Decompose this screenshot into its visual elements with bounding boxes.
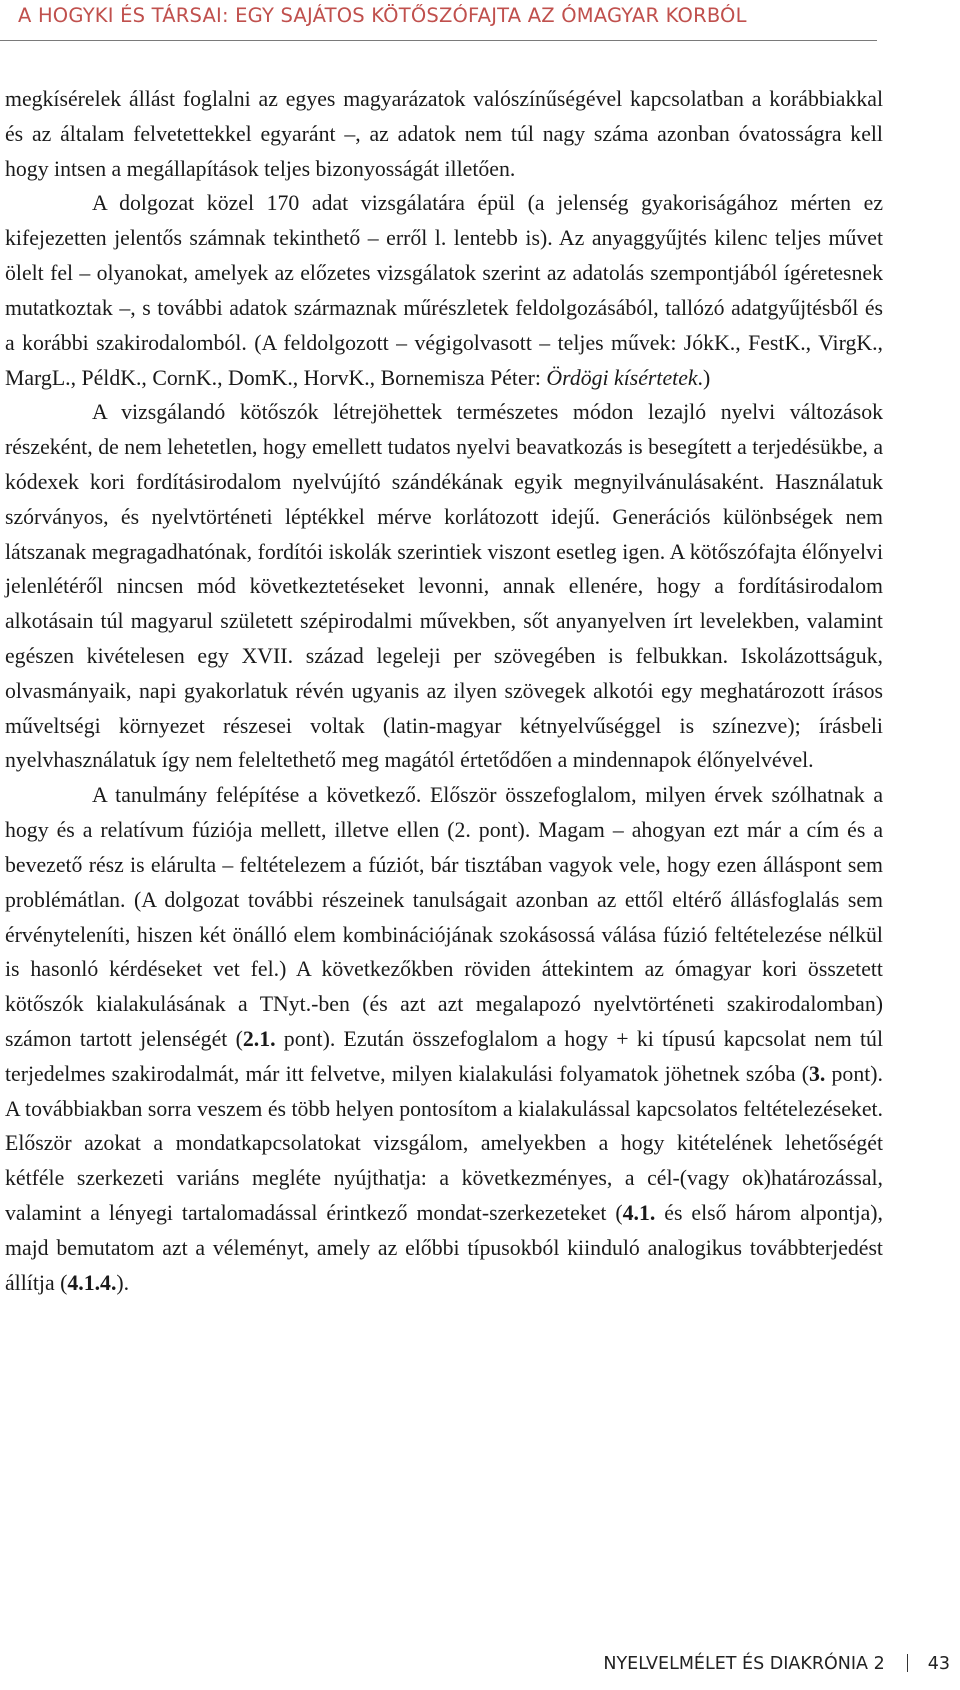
paragraph-2-end: .) — [697, 365, 711, 390]
section-ref: 4.1. — [622, 1201, 656, 1225]
paragraph-4-text-e: ). — [116, 1270, 130, 1295]
paragraph-4-text-b: pont). Ezután összefoglalom a hogy + ki típusú kapcsolat nem túl terjedelmes szakirodalmát, már itt felvetve, milyen kialakulási folyamatok jöhetnek szóba ( — [5, 1026, 883, 1086]
footer-divider — [907, 1654, 908, 1672]
paragraph-4-text-a: A tanulmány felépítése a következő. Először összefoglalom, milyen érvek szólhatnak a hogy és a relatívum fúziója mellett, illetve ellen (2. pont). Magam – ahogyan ezt már a cím és a bevezető rész is elárulta – feltételezem a fúziót, bár tisztában vagyok vele, hogy ezen álláspont sem problémátlan. (A dolgozat további részeinek tanulságait azonban az ettől eltérő állásfoglalás sem érvényteleníti, hiszen két önálló elem kombinációjának szokásossá válása fúzió feltételezése nélkül is hasonló kérdéseket vet fel.) A következőkben röviden áttekintem az ómagyar kori összetett kötőszók kialakulásának a TNyt.-ben (és azt azt megalapozó nyelvtörténeti szakirodalomban) számon tartott jelenségét ( — [5, 783, 883, 1051]
paragraph-4-text-c: pont). A továbbiakban sorra veszem és több helyen pontosítom a kialakulással kapcsolatos feltételezéseket. Először azokat a mondatkapcsolatokat vizsgálom, amelyekben a hogy kitételének lehetőségét kétféle szerkezeti variáns megléte nyújthatja: a következményes, a cél-(vagy ok)határozással, valamint a lényegi tartalomadással érintkező mondat-szerkezeteket ( — [5, 1061, 883, 1225]
page-number: 43 — [927, 1654, 950, 1674]
article-body — [5, 82, 883, 1300]
paragraph-3: A vizsgálandó kötőszók létrejöhettek természetes módon lezajló nyelvi változások részeként, de nem lehetetlen, hogy emellett tudatos nyelvi beavatkozás is besegített a terjedésükbe, a kódexek kori fordításirodalom nyelvújító szándékának egyik megnyilvánulásaként. Használatuk szórványos, és nyelvtörténeti léptékkel mérve korlátozott idejű. Generációs különbségek nem látszanak megragadhatónak, fordítói iskolák szerintiek viszont esetleg igen. A kötőszófajta élőnyelvi jelenlétéről nincsen mód következtetéseket levonni, annak ellenére, hogy a fordításirodalom alkotásain túl magyarul született szépirodalmi művekben, sőt anyanyelven írt levelekben, valamint egészen kivételesen egy XVII. század legeleji per szövegében is felbukkan. Iskolázottságuk, olvasmányaik, napi gyakorlatuk révén ugyanis az ilyen szövegek alkotói egy meghatározott írásos műveltségi környezet részesei voltak (latin-magyar kétnyelvűséggel is színezve); írásbeli nyelvhasználatuk így nem feleltethető meg magától értetődően a mindennapok élőnyelvével. — [5, 400, 883, 773]
journal-name: NYELVELMÉLET ÉS DIAKRÓNIA 2 — [603, 1654, 885, 1674]
section-ref: 2.1. — [242, 1026, 276, 1051]
paragraph-4-text-d: és első három alpontja), majd bemutatom azt a véleményt, amely az előbbi típusokból kiinduló analogikus továbbterjedést állítja ( — [5, 1201, 883, 1295]
paragraph-4 — [5, 778, 883, 1300]
running-head: A HOGYKI ÉS TÁRSAI: EGY SAJÁTOS KÖTŐSZÓFAJTA AZ ÓMAGYAR KORBÓL — [18, 4, 747, 27]
page-footer — [603, 1654, 950, 1674]
header-divider — [0, 40, 877, 41]
work-title: Ördögi kísértetek — [546, 365, 698, 390]
section-ref: 3. — [808, 1061, 826, 1086]
paragraph-2 — [5, 186, 883, 395]
section-ref: 4.1.4. — [67, 1270, 117, 1295]
paragraph-1: megkísérelek állást foglalni az egyes magyarázatok valószínűségével kapcsolatban a korábbiakkal és az általam felvetettekkel egyaránt –, az adatok nem túl nagy száma azonban óvatosságra kell hogy intsen a megállapítások teljes bizonyosságát illetően. — [5, 87, 883, 181]
paragraph-2-text: A dolgozat közel 170 adat vizsgálatára épül (a jelenség gyakoriságához mérten ez kifejezetten jelentős számnak tekinthető – erről l. lentebb is). Az anyaggyűjtés kilenc teljes művet ölelt fel – olyanokat, amelyek az előzetes vizsgálatok szerint az adatolás szempontjából ígéretesnek mutatkoztak –, s további adatok származnak műrészletek feldolgozásából, tallózó adatgyűjtésből és a korábbi szakirodalomból. (A feldolgozott – végigolvasott – teljes művek: JókK., FestK., VirgK., MargL., PéldK., CornK., DomK., HorvK., Bornemisza Péter: — [5, 191, 883, 390]
